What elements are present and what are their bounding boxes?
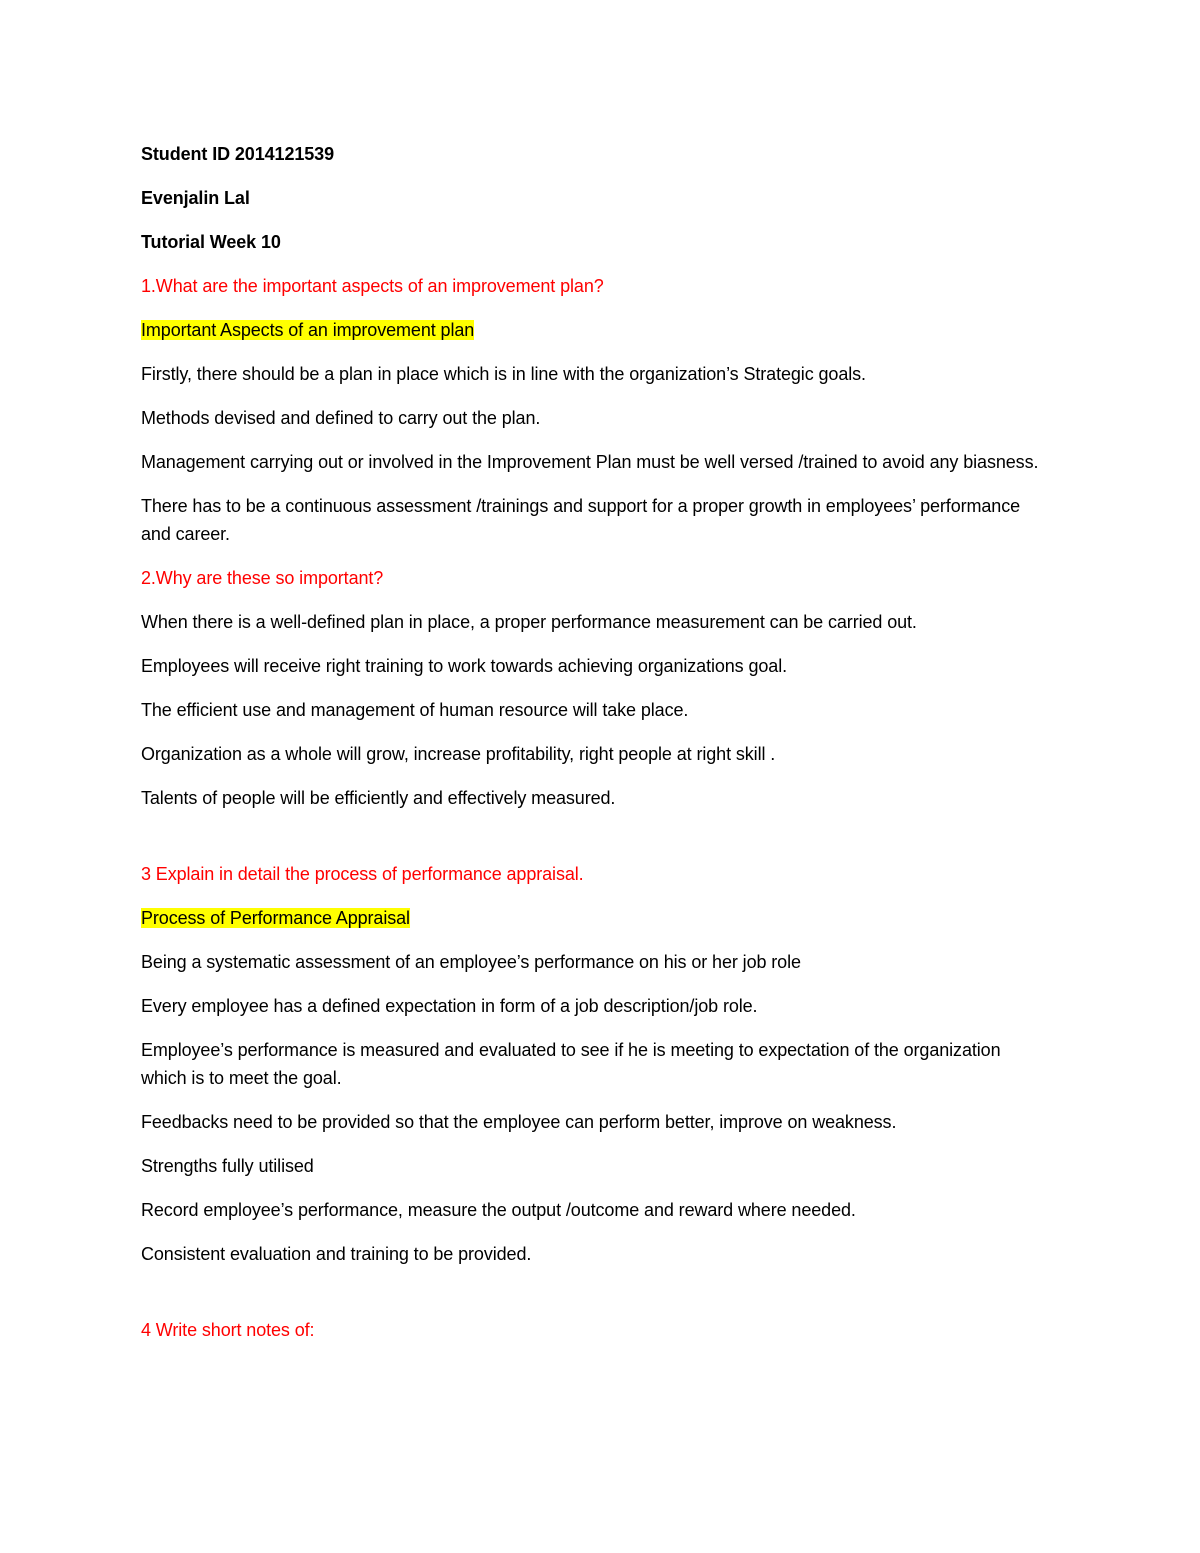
q3-paragraph: Strengths fully utilised — [141, 1156, 314, 1176]
heading-3-wrap — [141, 904, 1041, 932]
spacer — [141, 844, 1041, 860]
q2-paragraph: Talents of people will be efficiently and effectively measured. — [141, 788, 616, 808]
q3-paragraph: Being a systematic assessment of an employee’s performance on his or her job role — [141, 952, 801, 972]
spacer — [141, 1300, 1041, 1316]
q3-paragraph: Every employee has a defined expectation in form of a job description/job role. — [141, 996, 758, 1016]
q3-paragraph: Feedbacks need to be provided so that the employee can perform better, improve on weakness. — [141, 1112, 897, 1132]
tutorial-title: Tutorial Week 10 — [141, 232, 281, 252]
highlighted-heading-1: Important Aspects of an improvement plan — [141, 320, 475, 340]
q2-paragraph: Employees will receive right training to work towards achieving organizations goal. — [141, 656, 788, 676]
q3-paragraph: Consistent evaluation and training to be provided. — [141, 1244, 532, 1264]
q3-paragraph: Employee’s performance is measured and evaluated to see if he is meeting to expectation of the organization which is to meet the goal. — [141, 1040, 1001, 1088]
heading-1-wrap — [141, 316, 1041, 344]
q3-paragraph: Record employee’s performance, measure the output /outcome and reward where needed. — [141, 1200, 856, 1220]
question-1: 1.What are the important aspects of an improvement plan? — [141, 276, 604, 296]
q1-paragraph: Firstly, there should be a plan in place which is in line with the organization’s Strategic goals. — [141, 364, 866, 384]
q2-paragraph: The efficient use and management of human resource will take place. — [141, 700, 689, 720]
question-2: 2.Why are these so important? — [141, 568, 384, 588]
q1-paragraph: Methods devised and defined to carry out the plan. — [141, 408, 541, 428]
spacer — [141, 1284, 1041, 1300]
document-body — [141, 140, 1041, 1360]
q1-paragraph: Management carrying out or involved in the Improvement Plan must be well versed /trained to avoid any biasness. — [141, 452, 1039, 472]
q2-paragraph: Organization as a whole will grow, increase profitability, right people at right skill . — [141, 744, 776, 764]
q1-paragraph: There has to be a continuous assessment /trainings and support for a proper growth in employees’ performance and career. — [141, 496, 1021, 544]
question-4: 4 Write short notes of: — [141, 1320, 315, 1340]
student-id: Student ID 2014121539 — [141, 144, 334, 164]
q2-paragraph: When there is a well-defined plan in place, a proper performance measurement can be carried out. — [141, 612, 917, 632]
spacer — [141, 828, 1041, 844]
question-3: 3 Explain in detail the process of performance appraisal. — [141, 864, 584, 884]
student-name: Evenjalin Lal — [141, 188, 250, 208]
highlighted-heading-3: Process of Performance Appraisal — [141, 908, 410, 928]
